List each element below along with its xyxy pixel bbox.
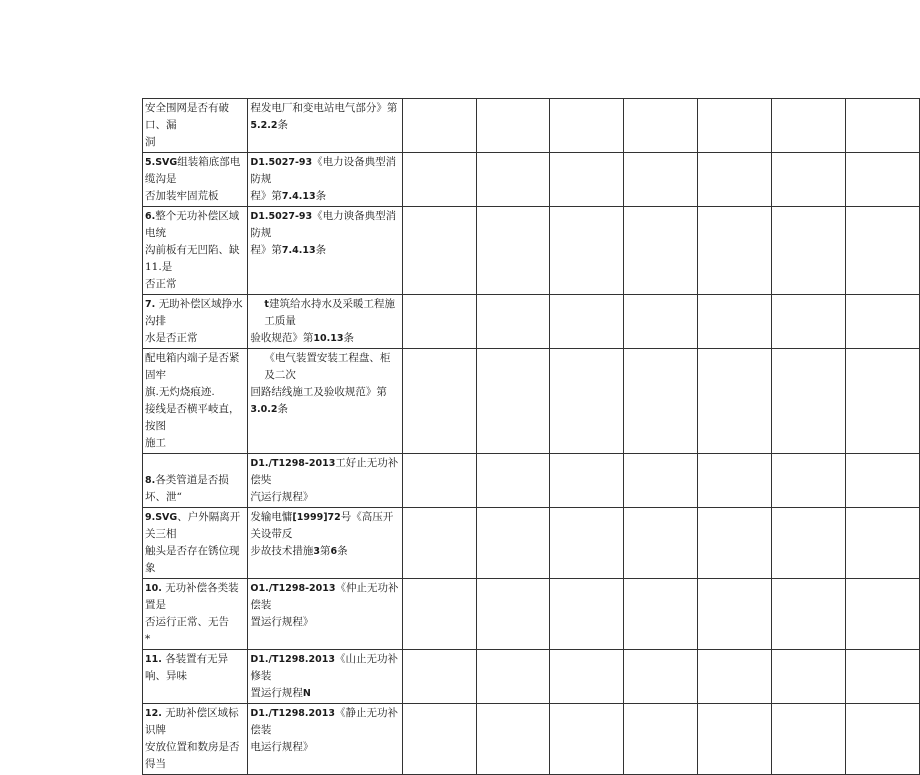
empty-cell [550, 295, 624, 349]
empty-cell [550, 579, 624, 650]
empty-cell [476, 579, 550, 650]
empty-cell [476, 207, 550, 295]
basis-cell: t建筑给水持水及采暖工程施工质量 验收规范》第10.13条 [248, 295, 402, 349]
empty-cell [476, 349, 550, 454]
empty-cell [698, 99, 772, 153]
empty-cell [846, 349, 920, 454]
empty-cell [476, 650, 550, 704]
check-item-cell: 10. 无功补偿各类装置是 否运行正常、无告 * [143, 579, 248, 650]
table-row [143, 207, 920, 295]
empty-cell [846, 454, 920, 508]
table-row [143, 579, 920, 650]
basis-cell: D1.5027-93《电力谀备典型消防规 程》第7.4.13条 [248, 207, 402, 295]
empty-cell [476, 508, 550, 579]
empty-cell [698, 295, 772, 349]
empty-cell [550, 349, 624, 454]
empty-cell [698, 704, 772, 775]
table-row [143, 650, 920, 704]
table-row [143, 704, 920, 775]
empty-cell [772, 508, 846, 579]
empty-cell [476, 153, 550, 207]
empty-cell [772, 454, 846, 508]
basis-cell: D1./T1298.2013《静止无功补偿装 电运行规程》 [248, 704, 402, 775]
empty-cell [846, 207, 920, 295]
empty-cell [550, 650, 624, 704]
empty-cell [624, 349, 698, 454]
check-item-cell: 安全围网是否有破口、漏 洞 [143, 99, 248, 153]
empty-cell [402, 153, 476, 207]
empty-cell [846, 153, 920, 207]
empty-cell [772, 704, 846, 775]
empty-cell [476, 454, 550, 508]
empty-cell [624, 704, 698, 775]
empty-cell [772, 650, 846, 704]
empty-cell [476, 704, 550, 775]
empty-cell [624, 295, 698, 349]
inspection-table [142, 98, 920, 775]
empty-cell [698, 579, 772, 650]
empty-cell [402, 207, 476, 295]
empty-cell [772, 295, 846, 349]
empty-cell [550, 207, 624, 295]
empty-cell [846, 99, 920, 153]
table-row [143, 295, 920, 349]
basis-cell: 发输电慵[1999]72号《高压开关设带反 步故技术措施3第6条 [248, 508, 402, 579]
empty-cell [698, 207, 772, 295]
empty-cell [550, 153, 624, 207]
basis-cell: 程发电厂和变电站电气部分》第 5.2.2条 [248, 99, 402, 153]
empty-cell [772, 579, 846, 650]
empty-cell [624, 454, 698, 508]
empty-cell [698, 153, 772, 207]
table-row [143, 349, 920, 454]
check-item-cell: 7. 无助补偿区域挣水沟排 水是否正常 [143, 295, 248, 349]
empty-cell [698, 650, 772, 704]
empty-cell [846, 704, 920, 775]
basis-cell: D1.5027-93《电力设备典型消防规 程》第7.4.13条 [248, 153, 402, 207]
empty-cell [698, 349, 772, 454]
check-item-cell: 9.SVG、户外隔离开关三相 触头是否存在锈位现象 [143, 508, 248, 579]
empty-cell [698, 454, 772, 508]
empty-cell [402, 295, 476, 349]
empty-cell [772, 349, 846, 454]
check-item-cell: 6.整个无功补偿区域电统 沟前板有无凹陷、缺11.是 否正常 [143, 207, 248, 295]
empty-cell [402, 99, 476, 153]
empty-cell [624, 579, 698, 650]
empty-cell [772, 153, 846, 207]
empty-cell [624, 207, 698, 295]
empty-cell [476, 295, 550, 349]
empty-cell [476, 99, 550, 153]
empty-cell [624, 153, 698, 207]
empty-cell [624, 650, 698, 704]
basis-cell: 《电气装置安装工程盘、柜及二次 回路结线施工及验收规范》第 3.0.2条 [248, 349, 402, 454]
table-row [143, 99, 920, 153]
basis-cell: D1./T1298.2013《山止无功补修装 置运行规程N [248, 650, 402, 704]
empty-cell [550, 508, 624, 579]
table-row [143, 454, 920, 508]
empty-cell [402, 650, 476, 704]
check-item-cell: 8.各类管道是否损坏、泄“ [143, 454, 248, 508]
empty-cell [846, 650, 920, 704]
empty-cell [402, 579, 476, 650]
empty-cell [846, 508, 920, 579]
empty-cell [550, 99, 624, 153]
empty-cell [402, 704, 476, 775]
empty-cell [402, 508, 476, 579]
check-item-cell: 11. 各装置有无异响、异味 [143, 650, 248, 704]
check-item-cell: 配电箱内端子是否紧固牢 旗.无灼烧痕迹. 接线是否横平岐直，按图 施工 [143, 349, 248, 454]
basis-cell: O1./T1298-2013《仲止无功补偿装 置运行规程》 [248, 579, 402, 650]
table-row [143, 153, 920, 207]
empty-cell [698, 508, 772, 579]
check-item-cell: 12. 无助补偿区域标识牌 安放位置和数房是否得当 [143, 704, 248, 775]
empty-cell [402, 454, 476, 508]
empty-cell [846, 295, 920, 349]
table-row [143, 508, 920, 579]
empty-cell [550, 704, 624, 775]
empty-cell [624, 508, 698, 579]
empty-cell [624, 99, 698, 153]
empty-cell [772, 99, 846, 153]
check-item-cell: 5.SVG组装箱底部电缆沟是 否加装牢固荒板 [143, 153, 248, 207]
empty-cell [402, 349, 476, 454]
empty-cell [846, 579, 920, 650]
empty-cell [772, 207, 846, 295]
basis-cell: D1./T1298-2013工好止无功补偿奘 汽运行规程》 [248, 454, 402, 508]
empty-cell [550, 454, 624, 508]
